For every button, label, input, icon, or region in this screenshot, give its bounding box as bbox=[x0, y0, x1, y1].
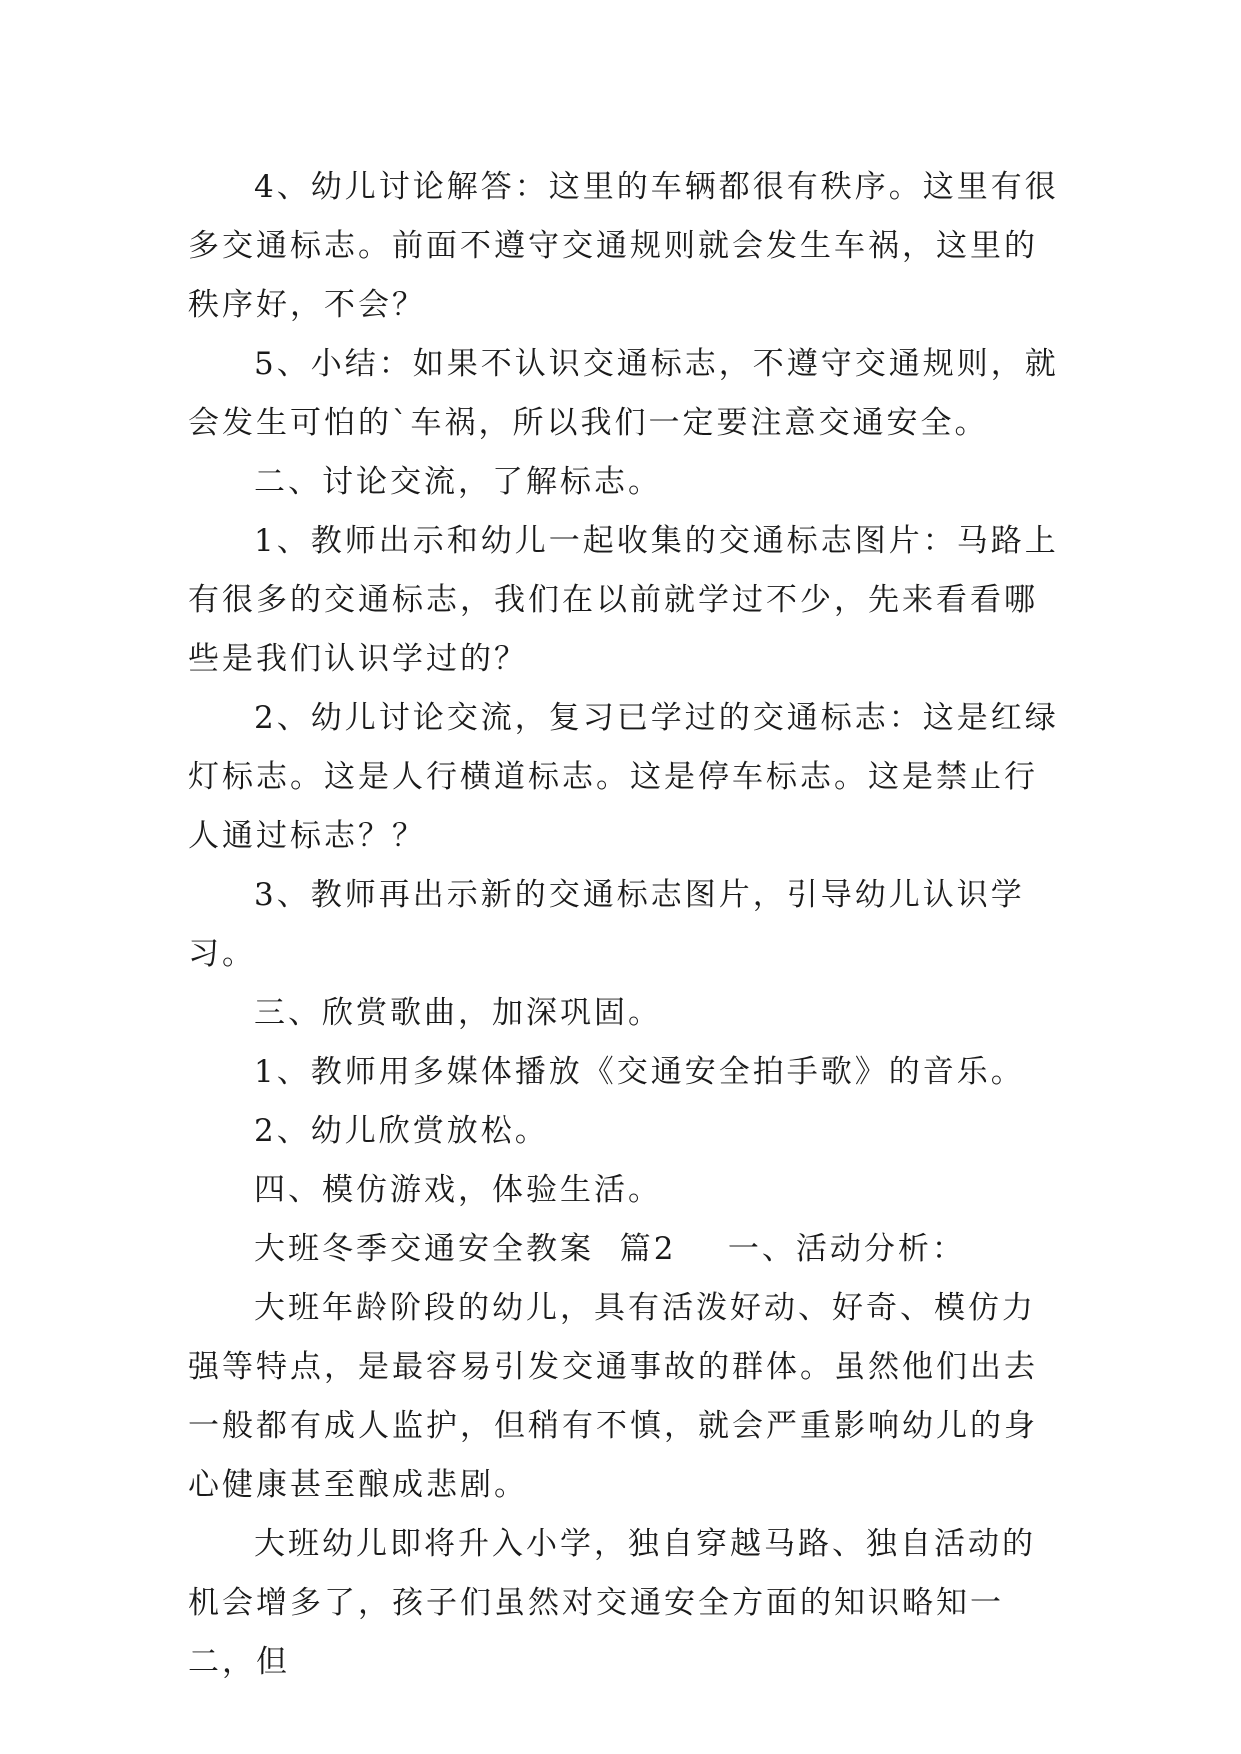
paragraph-analysis-2: 大班幼儿即将升入小学，独自穿越马路、独自活动的机会增多了，孩子们虽然对交通安全方面的知识略知一二，但 bbox=[188, 1526, 1036, 1680]
section-heading-4: 四、模仿游戏，体验生活。 bbox=[254, 1172, 662, 1208]
paragraph-section-3-step-2: 2、幼儿欣赏放松。 bbox=[254, 1113, 549, 1149]
paragraph-section-2-step-1: 1、教师出示和幼儿一起收集的交通标志图片：马路上有很多的交通标志，我们在以前就学过不少，先来看看哪些是我们认识学过的？ bbox=[188, 523, 1059, 677]
paragraph-section-2-step-3: 3、教师再出示新的交通标志图片，引导幼儿认识学习。 bbox=[188, 877, 1025, 972]
paragraph-step-4: 4、幼儿讨论解答：这里的车辆都很有秩序。这里有很多交通标志。前面不遵守交通规则就会发生车祸，这里的秩序好，不会？ bbox=[188, 169, 1059, 323]
document-body bbox=[188, 158, 1068, 1692]
paragraph-section-2-step-2: 2、幼儿讨论交流，复习已学过的交通标志：这是红绿灯标志。这是人行横道标志。这是停车标志。这是禁止行人通过标志？？ bbox=[188, 700, 1059, 854]
paragraph-section-3-step-1: 1、教师用多媒体播放《交通安全拍手歌》的音乐。 bbox=[254, 1054, 1025, 1090]
lesson-title-part-2: 大班冬季交通安全教案 篇2 一、活动分析： bbox=[254, 1231, 966, 1267]
paragraph-step-5-summary: 5、小结：如果不认识交通标志，不遵守交通规则，就会发生可怕的`车祸，所以我们一定要注意交通安全。 bbox=[188, 346, 1059, 441]
section-heading-3: 三、欣赏歌曲，加深巩固。 bbox=[254, 995, 662, 1031]
paragraph-analysis-1: 大班年龄阶段的幼儿，具有活泼好动、好奇、模仿力强等特点，是最容易引发交通事故的群体。虽然他们出去一般都有成人监护，但稍有不慎，就会严重影响幼儿的身心健康甚至酿成悲剧。 bbox=[188, 1290, 1038, 1503]
section-heading-2: 二、讨论交流，了解标志。 bbox=[254, 464, 662, 500]
